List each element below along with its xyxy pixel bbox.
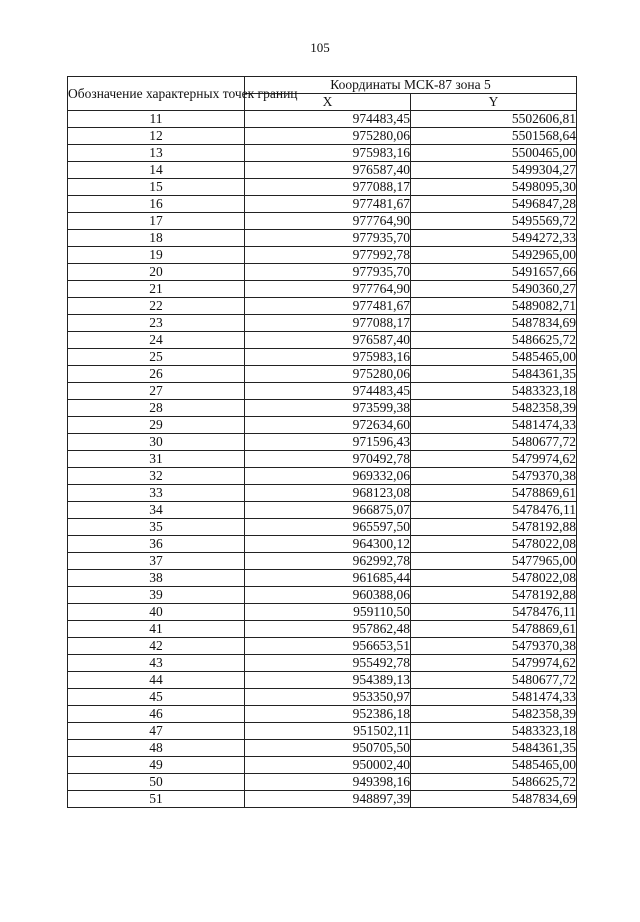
y-coordinate-cell: 5478022,08 <box>411 536 577 553</box>
y-coordinate-cell: 5480677,72 <box>411 672 577 689</box>
x-coordinate-cell: 964300,12 <box>245 536 411 553</box>
x-coordinate-cell: 968123,08 <box>245 485 411 502</box>
point-designation-cell: 27 <box>68 383 245 400</box>
y-coordinate-cell: 5481474,33 <box>411 689 577 706</box>
table-row <box>68 485 577 502</box>
y-coordinate-cell: 5490360,27 <box>411 281 577 298</box>
x-coordinate-cell: 960388,06 <box>245 587 411 604</box>
x-coordinate-cell: 977764,90 <box>245 281 411 298</box>
point-designation-cell: 17 <box>68 213 245 230</box>
x-coordinate-cell: 975983,16 <box>245 349 411 366</box>
point-designation-cell: 14 <box>68 162 245 179</box>
header-point-designation: Обозначение характерных точек границ <box>68 77 245 111</box>
y-coordinate-cell: 5480677,72 <box>411 434 577 451</box>
table-row <box>68 162 577 179</box>
header-coordinate-system: Координаты МСК-87 зона 5 <box>245 77 577 94</box>
x-coordinate-cell: 948897,39 <box>245 791 411 808</box>
table-row <box>68 230 577 247</box>
table-row <box>68 417 577 434</box>
point-designation-cell: 51 <box>68 791 245 808</box>
point-designation-cell: 18 <box>68 230 245 247</box>
point-designation-cell: 24 <box>68 332 245 349</box>
x-coordinate-cell: 949398,16 <box>245 774 411 791</box>
table-row <box>68 519 577 536</box>
table-row <box>68 349 577 366</box>
x-coordinate-cell: 954389,13 <box>245 672 411 689</box>
x-coordinate-cell: 950705,50 <box>245 740 411 757</box>
table-row <box>68 434 577 451</box>
y-coordinate-cell: 5478476,11 <box>411 604 577 621</box>
y-coordinate-cell: 5500465,00 <box>411 145 577 162</box>
point-designation-cell: 28 <box>68 400 245 417</box>
x-coordinate-cell: 972634,60 <box>245 417 411 434</box>
y-coordinate-cell: 5479370,38 <box>411 638 577 655</box>
y-coordinate-cell: 5496847,28 <box>411 196 577 213</box>
point-designation-cell: 37 <box>68 553 245 570</box>
table-header <box>68 77 577 111</box>
table-row <box>68 689 577 706</box>
x-coordinate-cell: 971596,43 <box>245 434 411 451</box>
point-designation-cell: 16 <box>68 196 245 213</box>
header-row-1 <box>68 77 577 94</box>
y-coordinate-cell: 5483323,18 <box>411 383 577 400</box>
x-coordinate-cell: 957862,48 <box>245 621 411 638</box>
y-coordinate-cell: 5477965,00 <box>411 553 577 570</box>
x-coordinate-cell: 977935,70 <box>245 230 411 247</box>
y-coordinate-cell: 5498095,30 <box>411 179 577 196</box>
y-coordinate-cell: 5502606,81 <box>411 111 577 128</box>
y-coordinate-cell: 5485465,00 <box>411 757 577 774</box>
point-designation-cell: 43 <box>68 655 245 672</box>
point-designation-cell: 49 <box>68 757 245 774</box>
y-coordinate-cell: 5482358,39 <box>411 400 577 417</box>
point-designation-cell: 41 <box>68 621 245 638</box>
x-coordinate-cell: 955492,78 <box>245 655 411 672</box>
point-designation-cell: 44 <box>68 672 245 689</box>
y-coordinate-cell: 5479370,38 <box>411 468 577 485</box>
y-coordinate-cell: 5492965,00 <box>411 247 577 264</box>
x-coordinate-cell: 975280,06 <box>245 128 411 145</box>
table-row <box>68 315 577 332</box>
point-designation-cell: 35 <box>68 519 245 536</box>
x-coordinate-cell: 973599,38 <box>245 400 411 417</box>
x-coordinate-cell: 976587,40 <box>245 332 411 349</box>
table-row <box>68 570 577 587</box>
x-coordinate-cell: 966875,07 <box>245 502 411 519</box>
x-coordinate-cell: 961685,44 <box>245 570 411 587</box>
point-designation-cell: 31 <box>68 451 245 468</box>
x-coordinate-cell: 956653,51 <box>245 638 411 655</box>
table-row <box>68 706 577 723</box>
point-designation-cell: 50 <box>68 774 245 791</box>
point-designation-cell: 33 <box>68 485 245 502</box>
point-designation-cell: 25 <box>68 349 245 366</box>
table-body <box>68 111 577 808</box>
point-designation-cell: 40 <box>68 604 245 621</box>
table-row <box>68 451 577 468</box>
point-designation-cell: 20 <box>68 264 245 281</box>
point-designation-cell: 46 <box>68 706 245 723</box>
y-coordinate-cell: 5491657,66 <box>411 264 577 281</box>
x-coordinate-cell: 977764,90 <box>245 213 411 230</box>
y-coordinate-cell: 5486625,72 <box>411 332 577 349</box>
y-coordinate-cell: 5478869,61 <box>411 621 577 638</box>
y-coordinate-cell: 5479974,62 <box>411 451 577 468</box>
point-designation-cell: 48 <box>68 740 245 757</box>
table-row <box>68 145 577 162</box>
y-coordinate-cell: 5478022,08 <box>411 570 577 587</box>
point-designation-cell: 13 <box>68 145 245 162</box>
table-row <box>68 179 577 196</box>
y-coordinate-cell: 5501568,64 <box>411 128 577 145</box>
table-row <box>68 672 577 689</box>
y-coordinate-cell: 5487834,69 <box>411 315 577 332</box>
y-coordinate-cell: 5478192,88 <box>411 519 577 536</box>
x-coordinate-cell: 951502,11 <box>245 723 411 740</box>
point-designation-cell: 30 <box>68 434 245 451</box>
x-coordinate-cell: 977481,67 <box>245 196 411 213</box>
table-row <box>68 281 577 298</box>
y-coordinate-cell: 5495569,72 <box>411 213 577 230</box>
table-row <box>68 723 577 740</box>
y-coordinate-cell: 5499304,27 <box>411 162 577 179</box>
y-coordinate-cell: 5479974,62 <box>411 655 577 672</box>
point-designation-cell: 21 <box>68 281 245 298</box>
table-row <box>68 502 577 519</box>
table-row <box>68 587 577 604</box>
table-row <box>68 740 577 757</box>
y-coordinate-cell: 5483323,18 <box>411 723 577 740</box>
x-coordinate-cell: 975983,16 <box>245 145 411 162</box>
table-row <box>68 791 577 808</box>
point-designation-cell: 38 <box>68 570 245 587</box>
table-row <box>68 757 577 774</box>
point-designation-cell: 23 <box>68 315 245 332</box>
page-number: 105 <box>310 40 330 55</box>
table-row <box>68 553 577 570</box>
header-y: Y <box>411 94 577 111</box>
x-coordinate-cell: 977992,78 <box>245 247 411 264</box>
x-coordinate-cell: 977088,17 <box>245 179 411 196</box>
x-coordinate-cell: 970492,78 <box>245 451 411 468</box>
table-row <box>68 111 577 128</box>
point-designation-cell: 39 <box>68 587 245 604</box>
point-designation-cell: 15 <box>68 179 245 196</box>
y-coordinate-cell: 5478869,61 <box>411 485 577 502</box>
x-coordinate-cell: 976587,40 <box>245 162 411 179</box>
y-coordinate-cell: 5486625,72 <box>411 774 577 791</box>
header-x: X <box>245 94 411 111</box>
point-designation-cell: 29 <box>68 417 245 434</box>
x-coordinate-cell: 977088,17 <box>245 315 411 332</box>
x-coordinate-cell: 974483,45 <box>245 383 411 400</box>
point-designation-cell: 47 <box>68 723 245 740</box>
point-designation-cell: 32 <box>68 468 245 485</box>
point-designation-cell: 12 <box>68 128 245 145</box>
table-row <box>68 621 577 638</box>
point-designation-cell: 45 <box>68 689 245 706</box>
table-row <box>68 774 577 791</box>
x-coordinate-cell: 952386,18 <box>245 706 411 723</box>
y-coordinate-cell: 5489082,71 <box>411 298 577 315</box>
table-row <box>68 468 577 485</box>
y-coordinate-cell: 5478192,88 <box>411 587 577 604</box>
y-coordinate-cell: 5481474,33 <box>411 417 577 434</box>
table-row <box>68 366 577 383</box>
table-row <box>68 264 577 281</box>
y-coordinate-cell: 5478476,11 <box>411 502 577 519</box>
point-designation-cell: 19 <box>68 247 245 264</box>
point-designation-cell: 22 <box>68 298 245 315</box>
point-designation-cell: 34 <box>68 502 245 519</box>
x-coordinate-cell: 975280,06 <box>245 366 411 383</box>
x-coordinate-cell: 959110,50 <box>245 604 411 621</box>
table-row <box>68 247 577 264</box>
y-coordinate-cell: 5485465,00 <box>411 349 577 366</box>
y-coordinate-cell: 5487834,69 <box>411 791 577 808</box>
table-row <box>68 604 577 621</box>
x-coordinate-cell: 953350,97 <box>245 689 411 706</box>
point-designation-cell: 26 <box>68 366 245 383</box>
point-designation-cell: 42 <box>68 638 245 655</box>
table-row <box>68 196 577 213</box>
point-designation-cell: 11 <box>68 111 245 128</box>
y-coordinate-cell: 5484361,35 <box>411 740 577 757</box>
table-row <box>68 332 577 349</box>
x-coordinate-cell: 977481,67 <box>245 298 411 315</box>
table-row <box>68 383 577 400</box>
point-designation-cell: 36 <box>68 536 245 553</box>
y-coordinate-cell: 5494272,33 <box>411 230 577 247</box>
x-coordinate-cell: 965597,50 <box>245 519 411 536</box>
table-row <box>68 298 577 315</box>
y-coordinate-cell: 5482358,39 <box>411 706 577 723</box>
table-row <box>68 655 577 672</box>
coordinates-table <box>67 76 577 808</box>
table-row <box>68 400 577 417</box>
x-coordinate-cell: 977935,70 <box>245 264 411 281</box>
y-coordinate-cell: 5484361,35 <box>411 366 577 383</box>
x-coordinate-cell: 974483,45 <box>245 111 411 128</box>
table-row <box>68 213 577 230</box>
x-coordinate-cell: 950002,40 <box>245 757 411 774</box>
x-coordinate-cell: 969332,06 <box>245 468 411 485</box>
table-row <box>68 638 577 655</box>
table-row <box>68 536 577 553</box>
table-row <box>68 128 577 145</box>
x-coordinate-cell: 962992,78 <box>245 553 411 570</box>
